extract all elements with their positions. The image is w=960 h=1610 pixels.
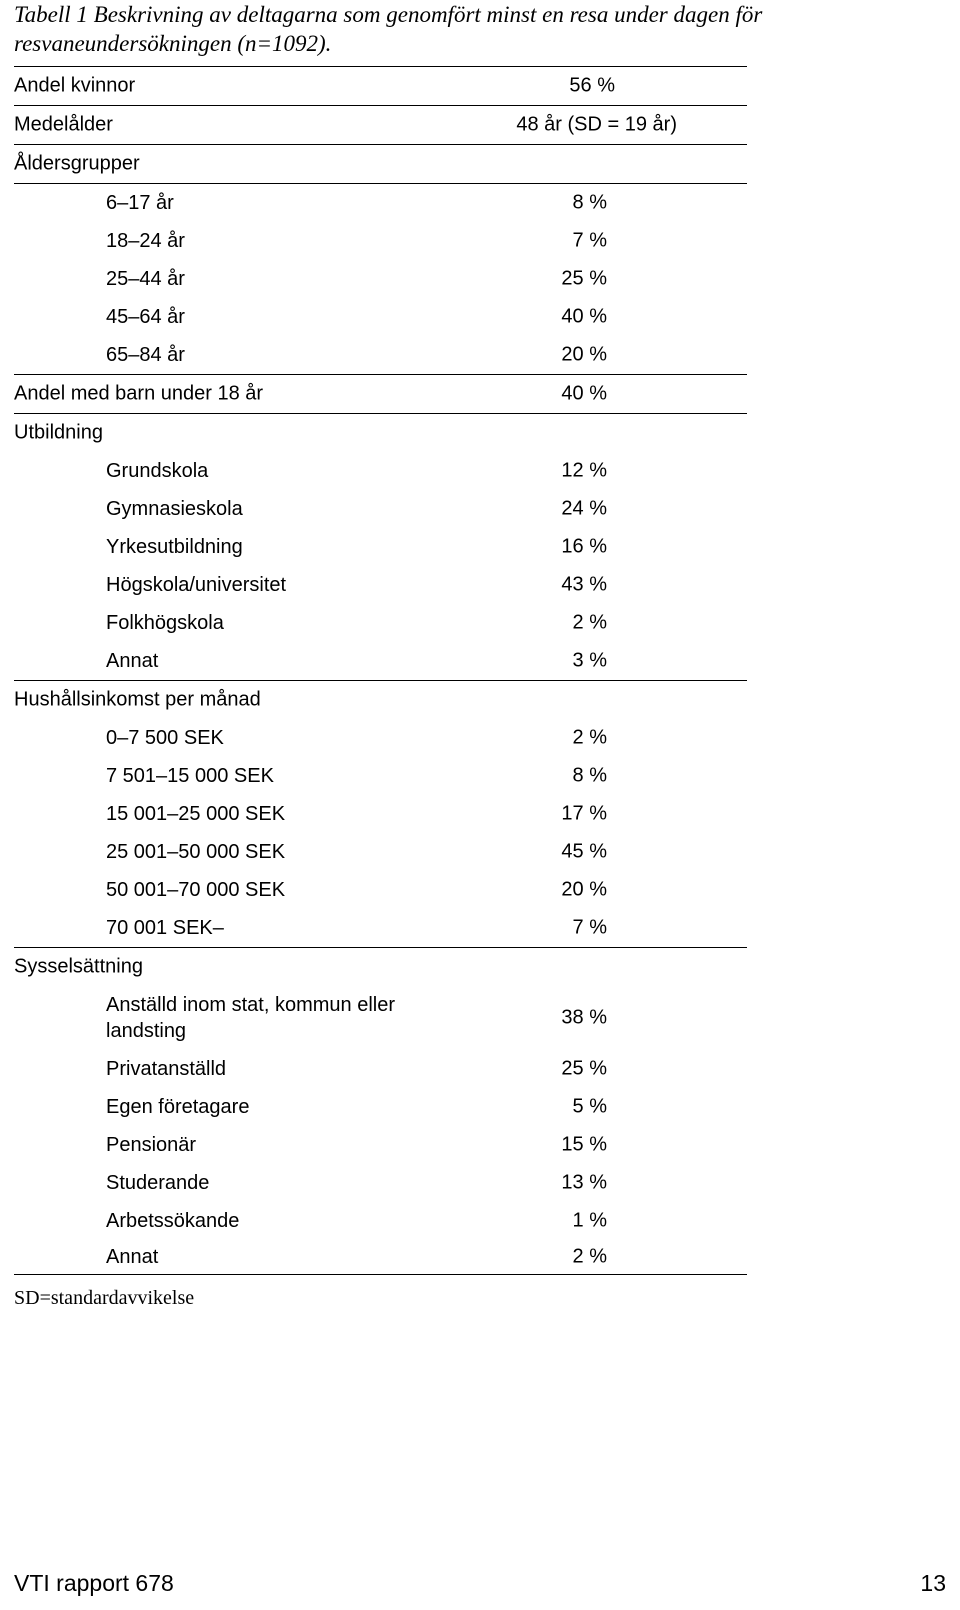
table-row: [14, 260, 747, 298]
table-row: [14, 719, 747, 757]
row-label: Studerande: [106, 1172, 210, 1194]
row-label: Annat: [106, 1246, 159, 1268]
table-row: [14, 298, 747, 336]
section-heading: Åldersgrupper: [14, 152, 140, 175]
row-label: 25 001–50 000 SEK: [106, 841, 286, 863]
row-value: 2 %: [572, 611, 607, 634]
row-label: 6–17 år: [106, 192, 174, 214]
row-label: Grundskola: [106, 460, 209, 482]
row-value: 1 %: [572, 1209, 607, 1232]
row-value: 15 %: [561, 1133, 607, 1156]
table-footnote: SD=standardavvikelse: [14, 1287, 195, 1309]
row-label: 0–7 500 SEK: [106, 727, 224, 749]
row-label: Gymnasieskola: [106, 498, 243, 520]
table-row: [14, 67, 747, 105]
row-label: Andel med barn under 18 år: [14, 382, 264, 405]
row-value: 38 %: [561, 1006, 607, 1029]
row-label: Egen företagare: [106, 1096, 250, 1118]
table-row: [14, 106, 747, 144]
row-value: 43 %: [561, 573, 607, 596]
row-value: 40 %: [561, 305, 607, 328]
row-value: 56 %: [569, 74, 615, 97]
table-row: [14, 145, 747, 183]
table-row: [14, 1240, 747, 1274]
table-row: [14, 833, 747, 871]
row-value: 3 %: [572, 649, 607, 672]
row-label: 70 001 SEK–: [106, 917, 224, 939]
row-value: 12 %: [561, 459, 607, 482]
table-row: [14, 1202, 747, 1240]
table-row: [14, 871, 747, 909]
table-row: [14, 336, 747, 374]
table-row: [14, 1126, 747, 1164]
page-number: 13: [920, 1570, 946, 1596]
row-label: Annat: [106, 650, 159, 672]
row-label: Medelålder: [14, 113, 113, 136]
row-value: 2 %: [572, 726, 607, 749]
table-row: [14, 222, 747, 260]
row-label: Yrkesutbildning: [106, 536, 243, 558]
page-footer: [14, 1570, 946, 1597]
row-value: 48 år (SD = 19 år): [516, 113, 677, 136]
table-row: [14, 566, 747, 604]
row-value: 8 %: [572, 764, 607, 787]
report-name: VTI rapport 678: [14, 1570, 174, 1596]
table-row: [14, 1050, 747, 1088]
table-row: [14, 490, 747, 528]
table-caption: Tabell 1 Beskrivning av deltagarna som genomfört minst en resa under dagen för resvaneundersökningen (n=1092).: [14, 2, 763, 56]
row-value: 8 %: [572, 191, 607, 214]
table-row: [14, 986, 747, 1050]
row-value: 5 %: [572, 1095, 607, 1118]
row-value: 2 %: [572, 1245, 607, 1268]
table-row: [14, 909, 747, 947]
row-value: 20 %: [561, 878, 607, 901]
row-label: 65–84 år: [106, 344, 185, 366]
table-row: [14, 184, 747, 222]
table-row: [14, 375, 747, 413]
table-row: [14, 795, 747, 833]
row-value: 45 %: [561, 840, 607, 863]
table-row: [14, 1088, 747, 1126]
table-row: [14, 681, 747, 719]
row-label: 45–64 år: [106, 306, 185, 328]
row-label: Privatanställd: [106, 1058, 227, 1080]
section-heading: Hushållsinkomst per månad: [14, 688, 261, 711]
row-label: 7 501–15 000 SEK: [106, 765, 274, 787]
section-heading: Utbildning: [14, 421, 103, 444]
row-value: 25 %: [561, 267, 607, 290]
row-value: 24 %: [561, 497, 607, 520]
table-rule: [14, 1274, 747, 1275]
row-label: 25–44 år: [106, 268, 185, 290]
row-label: Arbetssökande: [106, 1210, 240, 1232]
table-row: [14, 948, 747, 986]
row-value: 13 %: [561, 1171, 607, 1194]
table-row: [14, 1164, 747, 1202]
row-value: 40 %: [561, 382, 607, 405]
table-row: [14, 414, 747, 452]
row-label: Pensionär: [106, 1134, 197, 1156]
row-label: Högskola/universitet: [106, 574, 287, 596]
row-label: 50 001–70 000 SEK: [106, 879, 286, 901]
table-row: [14, 642, 747, 680]
row-label: Anställd inom stat, kommun eller landsting: [106, 994, 396, 1042]
section-heading: Sysselsättning: [14, 955, 143, 978]
row-value: 25 %: [561, 1057, 607, 1080]
row-label: 15 001–25 000 SEK: [106, 803, 286, 825]
table-row: [14, 757, 747, 795]
row-value: 16 %: [561, 535, 607, 558]
table-row: [14, 452, 747, 490]
row-value: 7 %: [572, 916, 607, 939]
row-value: 20 %: [561, 343, 607, 366]
row-value: 17 %: [561, 802, 607, 825]
row-label: 18–24 år: [106, 230, 185, 252]
row-label: Folkhögskola: [106, 612, 224, 634]
participants-table: [14, 66, 747, 1275]
row-value: 7 %: [572, 229, 607, 252]
table-row: [14, 604, 747, 642]
table-row: [14, 528, 747, 566]
row-label: Andel kvinnor: [14, 74, 136, 97]
